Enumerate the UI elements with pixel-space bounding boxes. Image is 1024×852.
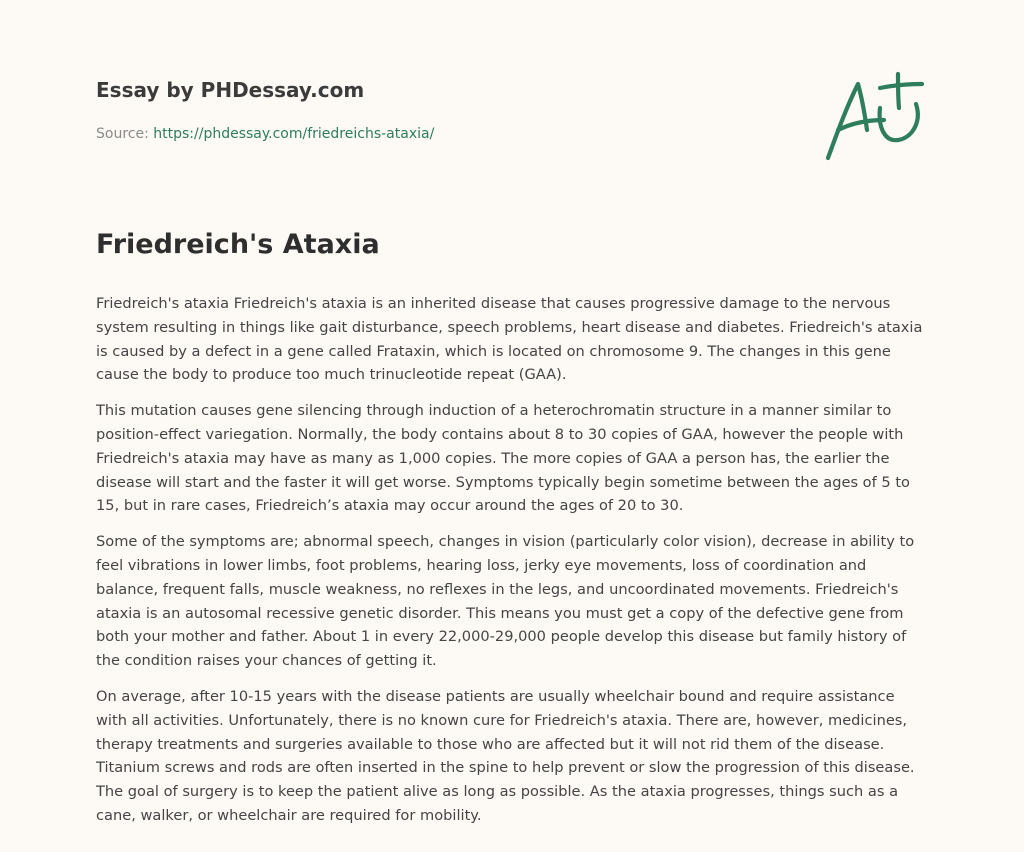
a-plus-logo-icon (822, 68, 930, 164)
source-line (96, 124, 796, 144)
page-header (96, 76, 796, 144)
essay-content (96, 226, 930, 840)
site-title: Essay by PHDessay.com (96, 78, 365, 102)
a-plus-logo (822, 68, 930, 164)
source-label: Source: (96, 126, 154, 142)
essay-paragraph: On average, after 10-15 years with the disease patients are usually wheelchair bound and require assistance with all activities. Unfortunately, there is no known cure for Friedreich's ataxia. There are, however, medicines, therapy treatments and surgeries available to those who are affected but it will not rid them of the disease. Titanium screws and rods are often inserted in the spine to help prevent or slow the progression of this disease. The goal of surgery is to keep the patient alive as long as possible. As the ataxia progresses, things such as a cane, walker, or wheelchair are required for mobility. (96, 687, 915, 824)
source-link[interactable]: https://phdessay.com/friedreichs-ataxia/ (153, 126, 435, 142)
essay-paragraph: Some of the symptoms are; abnormal speech, changes in vision (particularly color vision), decrease in ability to feel vibrations in lower limbs, foot problems, hearing loss, jerky eye movements, loss of coordination and balance, frequent falls, muscle weakness, no reflexes in the legs, and uncoordinated movements. Friedreich's ataxia is an autosomal recessive genetic disorder. This means you must get a copy of the defective gene from both your mother and father. About 1 in every 22,000-29,000 people develop this disease but family history of the condition raises your chances of getting it. (96, 533, 915, 670)
essay-paragraph: This mutation causes gene silencing through induction of a heterochromatin structure in a manner similar to position-effect variegation. Normally, the body contains about 8 to 30 copies of GAA, however the people with Friedreich's ataxia may have as many as 1,000 copies. The more copies of GAA a person has, the earlier the disease will start and the faster it will get worse. Symptoms typically begin sometime between the ages of 5 to 15, but in rare cases, Friedreich’s ataxia may occur around the ages of 20 to 30. (96, 402, 910, 515)
essay-title: Friedreich's Ataxia (96, 229, 380, 260)
essay-paragraph: Friedreich's ataxia Friedreich's ataxia is an inherited disease that causes progressive damage to the nervous system resulting in things like gait disturbance, speech problems, heart disease and diabetes. Friedreich's ataxia is caused by a defect in a gene called Frataxin, which is located on chromosome 9. The changes in this gene cause the body to produce too much trinucleotide repeat (GAA). (96, 295, 923, 384)
